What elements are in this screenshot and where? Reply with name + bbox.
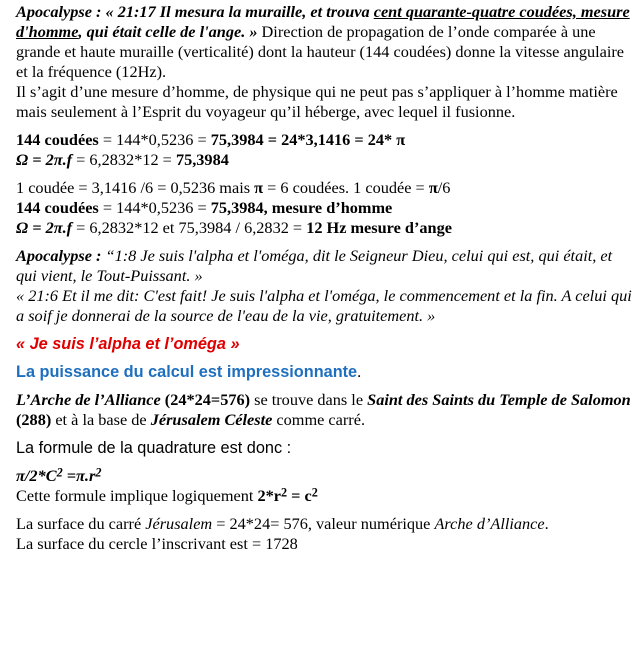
- text: comme carré.: [272, 410, 366, 429]
- blue-heading: La puissance du calcul est impressionnante: [16, 363, 358, 381]
- paragraph-apocalypse-quotes: [16, 246, 633, 326]
- calc-result: 12 Hz mesure d’ange: [306, 218, 452, 237]
- calc-text: = 6 coudées. 1 coudée =: [263, 178, 429, 197]
- surface-cercle: La surface du cercle l’inscrivant est = 1728: [16, 534, 298, 553]
- formula: 2*r: [257, 486, 281, 505]
- calc-text: = 144*0,5236 =: [98, 130, 211, 149]
- superscript: 2: [95, 465, 102, 480]
- text: et à la base de: [51, 410, 151, 429]
- superscript: 2: [311, 485, 318, 500]
- text: .: [544, 514, 549, 533]
- arche-alliance: Arche d’Alliance: [434, 514, 545, 533]
- text: Cette formule implique logiquement: [16, 486, 258, 505]
- calc-text: = 144*0,5236 =: [98, 198, 211, 217]
- value-288: (288): [16, 410, 52, 429]
- arche-title: L’Arche de l’Alliance: [16, 390, 161, 409]
- paragraph-text: Direction de propagation de l’onde comparée à une grande et haute muraille (verticalité) dont la hauteur (144 coudées) donne la vitesse angulaire et la fréquence (12Hz).: [16, 22, 625, 81]
- paragraph-calc-2: [16, 178, 633, 238]
- paragraph-formula: [16, 466, 633, 506]
- paragraph-surface: [16, 514, 633, 554]
- paragraph-arche: [16, 390, 633, 430]
- pi-symbol: π: [396, 130, 406, 149]
- calc-text: 1 coudée = 3,1416 /6 = 0,5236 mais: [16, 178, 255, 197]
- pi-symbol: π: [428, 178, 438, 197]
- quote-21-6: « 21:6 Et il me dit: C'est fait! Je suis l'alpha et l'oméga, le commencement et la fin. A celui qui a soif je donnerai de la source de l'eau de la vie, gratuitement. »: [16, 286, 632, 325]
- formula: = c: [287, 486, 312, 505]
- quote-end: , qui était celle de l'ange. »: [78, 22, 258, 41]
- calc-text: /6: [437, 178, 451, 197]
- omega-formula: Ω = 2π.f: [16, 218, 73, 237]
- text: se trouve dans le: [250, 390, 368, 409]
- paragraph-apocalypse-21-17: [16, 2, 633, 122]
- heading-dot: .: [357, 362, 362, 381]
- paragraph-text-2: Il s’agit d’une mesure d’homme, de physique qui ne peut pas s’appliquer à l’homme matière mais seulement à l’Esprit du voyageur qu’il héberge, avec lequel il fusionne.: [16, 82, 618, 121]
- omega-formula: Ω = 2π.f: [16, 150, 73, 169]
- quadrature-text: La formule de la quadrature est donc :: [16, 439, 292, 457]
- paragraph-calcul: [16, 362, 633, 382]
- formula: =π.r: [62, 466, 96, 485]
- calc-text: = 6,2832*12 =: [72, 150, 176, 169]
- saint-des-saints: Saint des Saints du Temple de Salomon: [367, 390, 631, 409]
- arche-calc: (24*24=: [160, 390, 221, 409]
- jerusalem: Jérusalem: [145, 514, 213, 533]
- text: La surface du carré: [16, 514, 146, 533]
- paragraph-calc-1: [16, 130, 633, 170]
- quote-underlined: cent quarante-quatre coudées, mesure d'homme: [16, 2, 630, 41]
- calc-result: 75,3984, mesure d’homme: [210, 198, 393, 217]
- superscript: 2: [280, 485, 288, 500]
- calc-text: = 6,2832*12 et 75,3984 / 6,2832 =: [72, 218, 307, 237]
- text: = 24*24= 576, valeur numérique: [212, 514, 435, 533]
- quote-label: Apocalypse :: [16, 246, 102, 265]
- quote-1-8: “1:8 Je suis l'alpha et l'oméga, dit le Seigneur Dieu, celui qui est, qui était, et qui vient, le Tout-Puissant. »: [16, 246, 613, 285]
- quote-label: Apocalypse : « 21:17 Il mesura la muraille, et trouva: [16, 2, 374, 21]
- superscript: 2: [56, 465, 63, 480]
- calc-result: 75,3984 = 24*3,1416 = 24*: [210, 130, 397, 149]
- pi-symbol: π: [254, 178, 264, 197]
- calc-label: 144 coudées: [16, 198, 99, 217]
- jerusalem-celeste: Jérusalem Céleste: [150, 410, 273, 429]
- calc-label: 144 coudées: [16, 130, 99, 149]
- calc-result: 75,3984: [175, 150, 229, 169]
- red-heading: « Je suis l’alpha et l’oméga »: [16, 335, 240, 353]
- arche-calc-result: 576): [220, 390, 251, 409]
- paragraph-quadrature: [16, 438, 633, 458]
- formula: π/2*C: [16, 466, 57, 485]
- paragraph-alpha-omega: [16, 334, 633, 354]
